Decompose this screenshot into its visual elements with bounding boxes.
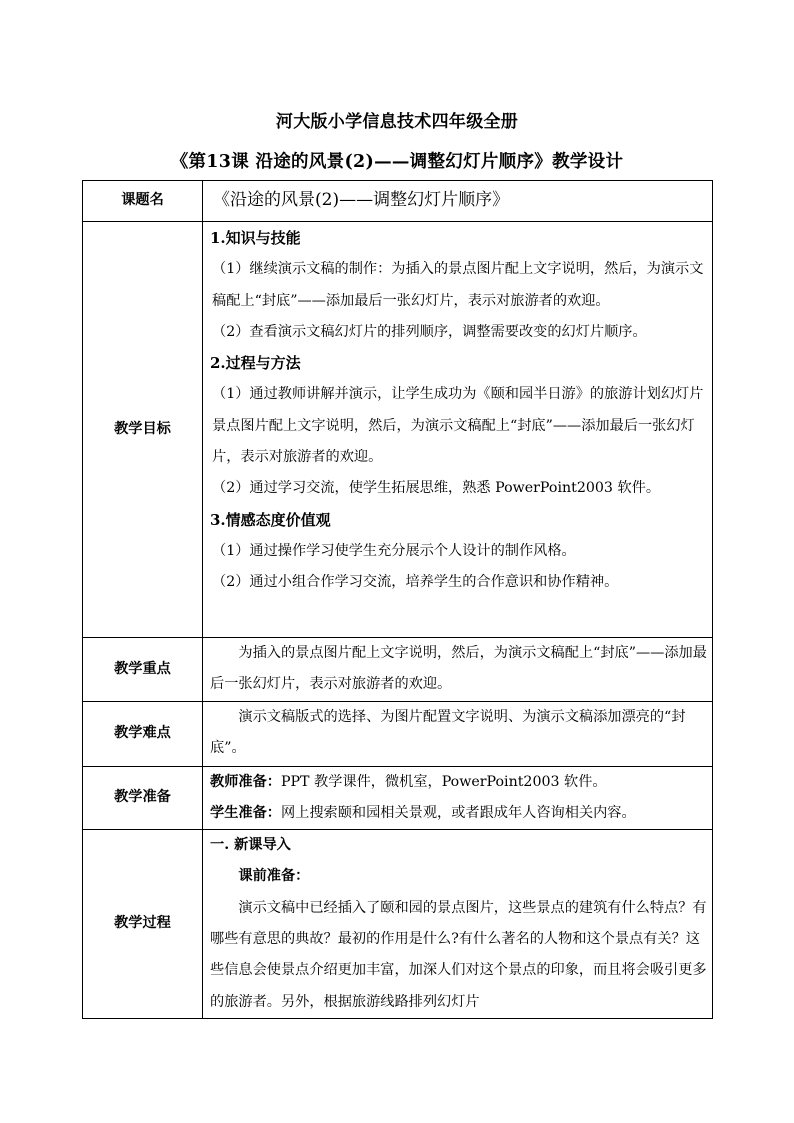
goals-item: （2）查看演示文稿幻灯片的排列顺序，调整需要改变的幻灯片顺序。 bbox=[212, 323, 647, 340]
topic-row bbox=[83, 181, 713, 222]
difficulties-label: 教学难点 bbox=[83, 701, 203, 766]
goals-label: 教学目标 bbox=[83, 222, 203, 638]
process-section-heading: 一. 新课导入 bbox=[210, 837, 291, 854]
teacher-preparation-text: PPT 教学课件，微机室，PowerPoint2003 软件。 bbox=[280, 773, 607, 790]
lesson-plan-table bbox=[82, 180, 713, 1019]
student-preparation-text: 网上搜索颐和园相关景观，或者跟成年人咨询相关内容。 bbox=[280, 804, 636, 821]
process-paragraph: 演示文稿中已经插入了颐和园的景点图片，这些景点的建筑有什么特点？有哪些有意思的典故？最初的作用是什么?有什么著名的人物和这个景点有关？这些信息会使景点介绍更加丰富，加深人们对这个景点的印象，而且将会吸引更多的旅游者。另外，根据旅游线路排列幻灯片 bbox=[210, 899, 707, 1010]
goals-item: （1）通过教师讲解并演示，让学生成功为《颐和园半日游》的旅游计划幻灯片景点图片配上文字说明，然后，为演示文稿配上“封底”——添加最后一张幻灯片，表示对旅游者的欢迎。 bbox=[212, 386, 704, 466]
key-points-content bbox=[203, 638, 713, 702]
goals-section-heading: 2.过程与方法 bbox=[210, 354, 301, 373]
teacher-preparation bbox=[210, 767, 708, 798]
difficulties-row bbox=[83, 701, 713, 766]
goals-item: （2）通过学习交流，使学生拓展思维，熟悉 PowerPoint2003 软件。 bbox=[212, 480, 661, 497]
preparation-row bbox=[83, 766, 713, 830]
goals-section-heading: 3.情感态度价值观 bbox=[210, 510, 331, 529]
goals-item: （1）通过操作学习使学生充分展示个人设计的制作风格。 bbox=[212, 542, 576, 559]
preparation-content bbox=[203, 766, 713, 830]
student-preparation-label: 学生准备： bbox=[210, 804, 281, 821]
goals-content bbox=[203, 222, 713, 638]
difficulties-text: 演示文稿版式的选择、为图片配置文字说明、为演示文稿添加漂亮的“封底”。 bbox=[210, 708, 686, 756]
goals-row bbox=[83, 222, 713, 638]
process-content bbox=[203, 830, 713, 1019]
goals-item: （1）继续演示文稿的制作：为插入的景点图片配上文字说明，然后，为演示文稿配上“封底”——添加最后一张幻灯片，表示对旅游者的欢迎。 bbox=[212, 261, 704, 309]
key-points-label: 教学重点 bbox=[83, 638, 203, 702]
difficulties-content bbox=[203, 701, 713, 766]
document-title: 河大版小学信息技术四年级全册 bbox=[275, 112, 519, 132]
process-row bbox=[83, 830, 713, 1019]
document-subtitle: 《第13课 沿途的风景(2)——调整幻灯片顺序》教学设计 bbox=[170, 152, 624, 172]
key-points-row bbox=[83, 638, 713, 702]
goals-section-heading: 1.知识与技能 bbox=[210, 229, 301, 247]
process-sub-heading: 课前准备： bbox=[238, 868, 310, 885]
preparation-label: 教学准备 bbox=[83, 766, 203, 830]
process-label: 教学过程 bbox=[83, 830, 203, 1019]
teacher-preparation-label: 教师准备： bbox=[210, 773, 281, 790]
key-points-text: 为插入的景点图片配上文字说明，然后，为演示文稿配上“封底”——添加最后一张幻灯片，表示对旅游者的欢迎。 bbox=[210, 645, 707, 693]
student-preparation bbox=[210, 798, 708, 829]
goals-item: （2）通过小组合作学习交流，培养学生的合作意识和协作精神。 bbox=[212, 574, 619, 591]
topic-label: 课题名 bbox=[83, 181, 203, 222]
topic-value: 《沿途的风景(2)——调整幻灯片顺序》 bbox=[203, 181, 713, 222]
